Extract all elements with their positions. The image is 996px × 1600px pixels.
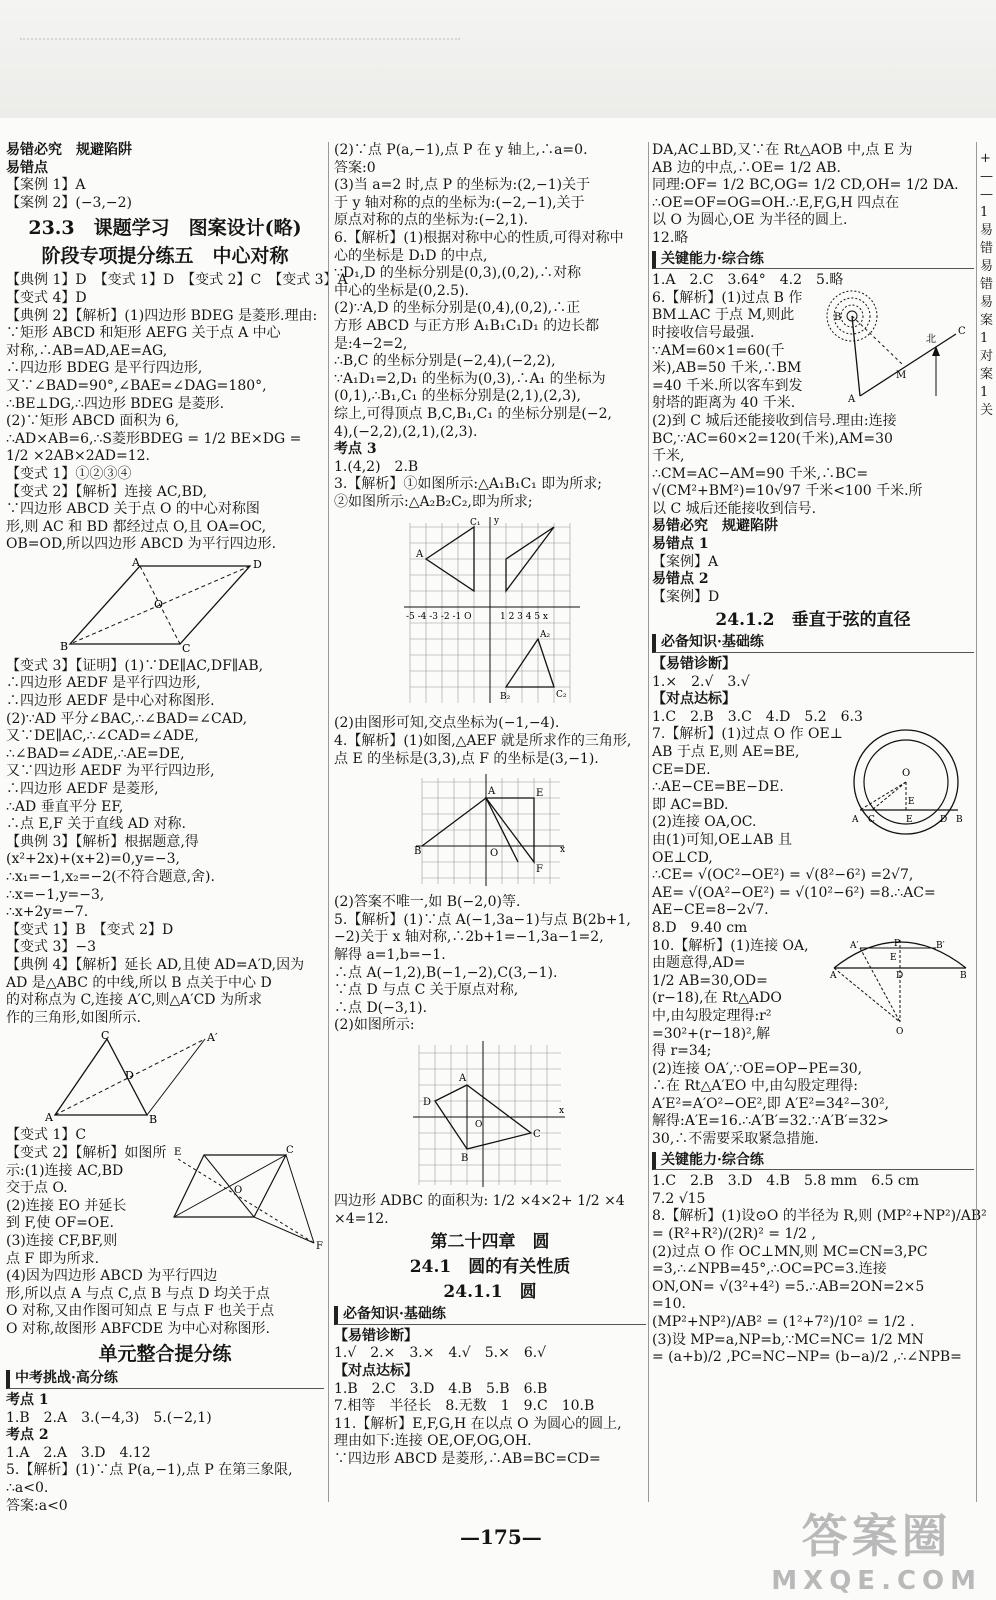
text-line: (2)连接 OA,OC. [652, 814, 757, 831]
subsection-bar: 必备知识·基础练 [334, 1306, 646, 1325]
text-line: (2)∵矩形 ABCD 面积为 6, [6, 413, 180, 430]
text-line: 1.B 2.A 3.(−4,3) 5.(−2,1) [6, 1409, 212, 1426]
text-line: 心的坐标是 D₁D 的中点, [334, 247, 488, 264]
unit-title: 阶段专项提分练五 中心对称 [41, 245, 289, 268]
column-divider [328, 142, 329, 1502]
text-line: 又∵∠BAD=90°,∠BAE=∠DAG=180°, [6, 377, 267, 394]
text-line: 【典例 1】D 【变式 1】D 【变式 2】C 【变式 3】A [6, 272, 348, 289]
text-line: ∴∠BAD=∠ADE,∴AE=DE, [6, 745, 185, 762]
text-line: AE= √(OA²−OE²) = √(10²−6²) =8.∴AC= [652, 884, 936, 901]
text-line: 时接收信号最强. [652, 324, 755, 341]
text-line: 【案例】D [652, 588, 720, 605]
subsection-bar: 关键能力·综合练 [652, 251, 974, 270]
text-line: 3.【解析】①如图所示:△A₁B₁C₁ 即为所求; [334, 476, 602, 493]
text-fragment: — [980, 187, 993, 202]
text-line: ∴四边形 AEDF 是平行四边形, [6, 675, 201, 692]
text-fragment: 易 [980, 295, 994, 310]
text-line: 6.【解析】(1)过点 B 作 [652, 289, 803, 306]
text-line: 1.B 2.C 3.D 4.B 5.B 6.B [334, 1380, 548, 1397]
svg-text:B: B [461, 1153, 469, 1164]
coordinate-grid-adbc [405, 1039, 575, 1189]
text-line: 易错必究 规避陷阱 [652, 518, 778, 535]
text-line: (x²+2x)+(x+2)=0,y=−3, [6, 851, 180, 868]
text-line: 易错点 2 [652, 571, 709, 588]
text-line: (2)答案不唯一,如 B(−2,0)等. [334, 894, 521, 911]
subsection-title: 24.1.1 圆 [443, 1282, 537, 1303]
svg-text:C: C [868, 815, 875, 826]
text-line: =3,∴∠NPB=45°,∴OC=PC=3.连接 [652, 1261, 887, 1278]
text-line: 点 E 的坐标是(3,3),点 F 的坐标是(3,−1). [334, 750, 599, 767]
text-line: ∴点 D(−3,1). [334, 999, 428, 1016]
text-line: ∵点 D 与点 C 关于原点对称, [334, 982, 519, 999]
svg-text:A: A [45, 1111, 53, 1125]
text-line: CE=DE. [652, 761, 711, 778]
review-title: 单元整合提分练 [98, 1343, 232, 1366]
text-line: 【变式 2】【解析】如图所 [6, 1144, 167, 1161]
coordinate-grid-triangles [390, 515, 590, 711]
text-line: 又∵DE∥AC,∴∠CAD=∠ADE, [6, 728, 199, 745]
svg-text:C: C [533, 1129, 541, 1140]
text-line: A′E²=A′O²−OE²,即 A′E²=34²−30², [652, 1095, 890, 1112]
text-line: 【变式 1】C [6, 1127, 87, 1144]
text-line: 【变式 3】−3 [6, 939, 96, 956]
text-line: ∴四边形 AEDF 是菱形, [6, 781, 159, 798]
text-line: 千米, [652, 448, 685, 465]
svg-text:x: x [559, 1106, 565, 1116]
text-line: 易错点 [6, 159, 48, 176]
svg-text:C: C [958, 325, 966, 337]
text-line: ∴x=−1,y=−3, [6, 886, 105, 903]
text-line: 的对称点为 C,连接 A′C,则△A′CD 为所求 [6, 992, 262, 1009]
svg-text:x: x [560, 845, 566, 856]
text-line: O 对称,又由作图可知点 E 与点 F 也关于点 [6, 1303, 275, 1320]
text-line: (3)当 a=2 时,点 P 的坐标为:(2,−1)关于 [334, 177, 591, 194]
text-line: 考点 3 [334, 441, 377, 458]
text-line: ∵A₁D₁=2,D₁ 的坐标为(0,3),∴A₁ 的坐标为 [334, 370, 606, 387]
svg-text:O: O [154, 597, 164, 611]
text-line: 易错点 1 [652, 536, 709, 553]
text-line: ∵AM=60×1=60(千 [652, 342, 785, 359]
column-divider [648, 142, 649, 1502]
svg-text:E: E [890, 952, 897, 963]
text-line: 10.【解析】(1)连接 OA, [652, 937, 809, 954]
svg-text:O: O [475, 1120, 483, 1130]
text-line: BM⊥AC 于点 M,则此 [652, 307, 795, 324]
text-line: (3)连接 CF,BF,则 [6, 1232, 118, 1249]
text-line: 方形 ABCD 与正方形 A₁B₁C₁D₁ 的边长都 [334, 317, 600, 334]
text-line: 考点 2 [6, 1427, 49, 1444]
text-line: 原点对称的点的坐标为:(−2,1). [334, 212, 529, 229]
faded-header-strip [20, 38, 460, 48]
text-line: 1.× 2.√ 3.√ [652, 673, 750, 690]
text-fragment: 易 [980, 259, 994, 274]
svg-text:B: B [834, 311, 842, 323]
svg-text:D: D [940, 815, 948, 826]
subsection-bar: 必备知识·基础练 [652, 634, 974, 653]
svg-text:C: C [101, 1029, 110, 1043]
text-line: 以 O 为圆心,OE 为半径的圆上. [652, 212, 848, 229]
hexagon-figure [174, 1145, 324, 1253]
text-line: 5.【解析】(1)∵点 P(a,−1),点 P 在第三象限, [6, 1462, 293, 1479]
svg-text:C₂: C₂ [556, 690, 567, 701]
text-line: ∴AE−CE=BE−DE. [652, 779, 784, 796]
text-line: 以 C 城后还能接收到信号. [652, 500, 817, 517]
svg-text:A: A [848, 393, 856, 405]
text-line: ∴在 Rt△A′EO 中,由勾股定理得: [652, 1078, 858, 1095]
column-3 [652, 142, 987, 1502]
chapter-title: 第二十四章 圆 [430, 1232, 550, 1253]
svg-text:C: C [182, 641, 191, 655]
text-line: 【典例 2】【解析】(1)四边形 BDEG 是菱形.理由: [6, 307, 318, 324]
text-line: 于 y 轴对称的点的坐标为:(−2,−1),关于 [334, 194, 585, 211]
text-line: ∵四边形 ABCD 关于点 O 的中心对称图 [6, 501, 260, 518]
text-line: 对称,∴AB=AD,AE=AG, [6, 342, 168, 359]
text-line: 1.A 2.A 3.D 4.12 [6, 1444, 151, 1461]
text-line: 是:4−2=2, [334, 335, 408, 352]
text-line: 【案例 2】(−3,−2) [6, 194, 133, 211]
text-line: √(CM²+BM²)=10√97 千米<100 千米.所 [652, 483, 923, 500]
text-line: 11.【解析】E,F,G,H 在以点 O 为圆心的圆上, [334, 1415, 622, 1432]
text-line: 1.A 2.C 3.64° 4.2 5.略 [652, 272, 844, 289]
text-line: 作的三角形,如图所示. [6, 1009, 141, 1026]
text-line: ∴点 A(−1,2),B(−1,−2),C(3,−1). [334, 964, 558, 981]
text-line: 4.【解析】(1)如图,△AEF 就是所求作的三角形, [334, 733, 632, 750]
text-line: 由题意得,AD= [652, 955, 746, 972]
text-line: 1/2 ×2AB×2AD=12. [6, 448, 150, 465]
text-line: 【典例 3】【解析】根据题意,得 [6, 833, 199, 850]
text-line: 得 r=34; [652, 1043, 712, 1060]
text-line: (3)设 MP=a,NP=b,∵MC=NC= 1/2 MN [652, 1331, 924, 1348]
text-line: = (a+b)/2 ,PC=NC−NP= (b−a)/2 ,∴∠NPB= [652, 1349, 962, 1366]
text-line: = (R²+R²)/(2R)² = 1/2 , [652, 1226, 816, 1243]
text-line: OE⊥CD, [652, 849, 713, 866]
text-line: ∴四边形 BDEG 是平行四边形, [6, 360, 203, 377]
section-title: 24.1.2 垂直于弦的直径 [715, 610, 911, 631]
svg-text:O: O [234, 1184, 243, 1196]
svg-text:B: B [60, 639, 69, 653]
svg-text:1 2 3 4 5 x: 1 2 3 4 5 x [500, 612, 549, 623]
text-line: 【案例】A [652, 553, 719, 570]
subsection-bar: 关键能力·综合练 [652, 1152, 974, 1171]
text-line: (2)如图所示: [334, 1017, 415, 1034]
heading-error-check: 易错必究 规避陷阱 [6, 142, 132, 158]
text-line: 又∵四边形 AEDF 为平行四边形, [6, 763, 215, 780]
text-line: ∴CE= √(OC²−OE²) = √(8²−6²) =2√7, [652, 867, 914, 884]
text-line: 8.【解析】(1)设⊙O 的半径为 R,则 (MP²+NP²)/AB² [652, 1208, 987, 1225]
text-line: OB=OD,所以四边形 ABCD 为平行四边形. [6, 536, 277, 553]
text-line: 【变式 1】①②③④ [6, 465, 132, 482]
text-line: 12.略 [652, 229, 689, 246]
text-line: O 对称,故图形 ABFCDE 为中心对称图形. [6, 1320, 270, 1337]
text-line: 1.C 2.B 3.D 4.B 5.8 mm 6.5 cm [652, 1173, 920, 1190]
text-line: (MP²+NP²)/AB² = (1²+7²)/10² = 1/2 . [652, 1314, 915, 1330]
text-line: 8.D 9.40 cm [652, 919, 748, 936]
text-line: (2)连接 OA′,∵OE=OP−PE=30, [652, 1060, 863, 1077]
text-line: (0,1),∴B₁,C₁ 的坐标分别是(2,1),(2,3), [334, 388, 581, 405]
svg-text:D: D [423, 1097, 432, 1108]
arch-bridge-figure [830, 938, 970, 1038]
text-line: 4),(−2,2),(2,1),(2,3). [334, 423, 478, 440]
text-fragment: 易 [980, 223, 994, 238]
text-line: −2)关于 x 轴对称,∴2b+1=−1,3a−1=2, [334, 929, 604, 946]
text-line: 6.【解析】(1)根据对称中心的性质,可得对称中 [334, 229, 624, 246]
text-line: 【易错诊断】 [652, 656, 736, 673]
text-line: 同理:OF= 1/2 BC,OG= 1/2 CD,OH= 1/2 DA. [652, 177, 959, 194]
text-line: 5.【解析】(1)∵点 A(−1,3a−1)与点 B(2b+1, [334, 911, 631, 928]
watermark-text: 答案圈 [801, 1509, 952, 1563]
text-line: 答案:0 [334, 159, 376, 176]
svg-text:B: B [956, 815, 963, 826]
text-line: 1.C 2.B 3.C 4.D 5.2 6.3 [652, 708, 863, 725]
text-line: =30²+(r−18)²,解 [652, 1025, 771, 1042]
page-number: —175— [460, 1525, 542, 1549]
text-line: ∴AD 垂直平分 EF, [6, 798, 124, 815]
text-line: 【易错诊断】 [334, 1327, 418, 1344]
text-fragment: — [980, 169, 993, 184]
text-line: 米),AB=50 千米,∴BM [652, 360, 802, 377]
text-line: ∴a<0. [6, 1480, 49, 1497]
svg-text:A: A [459, 1073, 467, 1084]
text-fragment: 1 [980, 205, 989, 220]
svg-text:E: E [536, 788, 544, 800]
subsection-bar: 中考挑战·高分练 [6, 1370, 324, 1389]
watermark-domain: MXQE.COM [771, 1566, 982, 1596]
column-1 [6, 142, 348, 1514]
text-line: 【典例 4】【解析】延长 AD,且使 AD=A′D,因为 [6, 956, 305, 973]
text-line: ∴BE⊥DG,∴四边形 BDEG 是菱形. [6, 395, 225, 412]
text-line: BC,∵AC=60×2=120(千米),AM=30 [652, 430, 893, 447]
svg-text:-5 -4 -3 -2 -1 O: -5 -4 -3 -2 -1 O [406, 612, 472, 623]
section-title: 24.1 圆的有关性质 [409, 1257, 571, 1278]
text-line: 点 F 即为所求. [6, 1250, 100, 1267]
text-line: AE−CE=8−2√7. [652, 902, 769, 919]
concentric-circles-figure [846, 726, 970, 838]
text-fragment: 1 [980, 331, 989, 346]
svg-text:A′: A′ [850, 940, 859, 951]
text-line: 考点 1 [6, 1392, 49, 1409]
text-line: 综上,可得顶点 B,C,B₁,C₁ 的坐标分别是(−2, [334, 405, 612, 422]
text-line: 中,由勾股定理得:r² [652, 1007, 772, 1024]
svg-text:B′: B′ [936, 940, 945, 951]
svg-text:M: M [896, 369, 907, 381]
text-line: (2)∵AD 平分∠BAC,∴∠BAD=∠CAD, [6, 710, 248, 727]
svg-text:C: C [286, 1144, 294, 1156]
svg-text:F: F [316, 1240, 323, 1252]
svg-text:E: E [908, 797, 915, 808]
text-line: ∴OE=OF=OG=OH.∴E,F,G,H 四点在 [652, 194, 900, 211]
text-line: 1.√ 2.× 3.× 4.√ 5.× 6.√ [334, 1345, 547, 1362]
triangle-figure [35, 1029, 295, 1127]
text-line: 【案例 1】A [6, 177, 86, 194]
svg-text:A: A [830, 970, 837, 981]
svg-text:D: D [125, 1069, 134, 1083]
text-line: 【变式 3】【证明】(1)∵DE∥AC,DF∥AB, [6, 657, 264, 674]
text-line: (2)连接 EO 并延长 [6, 1197, 127, 1214]
svg-text:D: D [253, 557, 262, 571]
text-line: ∴四边形 AEDF 是中心对称图形. [6, 693, 215, 710]
text-line: 7.相等 半径长 8.无数 1 9.C 10.B [334, 1398, 595, 1415]
text-line: (2)由图形可知,交点坐标为(−1,−4). [334, 715, 560, 732]
parallelogram-figure [40, 555, 290, 655]
text-line: AB 边的中点,∴OE= 1/2 AB. [652, 159, 842, 176]
text-line: 【变式 1】B 【变式 2】D [6, 921, 174, 938]
text-fragment: 错 [980, 241, 994, 256]
text-fragment: 关 [980, 403, 994, 418]
text-line: 1/2 AB=30,OD= [652, 972, 768, 989]
text-line: 【对点达标】 [334, 1362, 418, 1379]
text-line: ∴AD×AB=6,∴S菱形BDEG = 1/2 BE×DG = [6, 430, 302, 447]
text-fragment: + [980, 151, 991, 166]
text-line: 形,则 AC 和 BD 都经过点 O,且 OA=OC, [6, 518, 267, 535]
text-line: ON,ON= √(3²+4²) =5.∴AB=2ON=2×5 [652, 1278, 925, 1295]
text-line: 解得:A′E=16.∴A′B′=32.∵A′B′=32> [652, 1113, 889, 1130]
text-line: (2)到 C 城后还能接收到信号.理由:连接 [652, 412, 897, 429]
column-2 [334, 142, 646, 1502]
text-line: 交于点 O. [6, 1180, 68, 1197]
svg-text:E: E [906, 815, 913, 826]
svg-text:A′: A′ [207, 1031, 218, 1045]
svg-text:B: B [960, 970, 967, 981]
text-line: 答案:a<0 [6, 1497, 68, 1514]
svg-text:O: O [490, 848, 499, 860]
svg-text:O: O [902, 768, 911, 780]
text-line: 射塔的距离为 40 千米. [652, 395, 796, 412]
text-line: AD 是△ABC 的中线,所以 B 点关于中心 D [6, 974, 272, 991]
text-line: ∴B,C 的坐标分别是(−2,4),(−2,2), [334, 353, 556, 370]
text-fragment: 案 [980, 313, 994, 328]
text-line: (2)∵A,D 的坐标分别是(0,4),(0,2),∴正 [334, 300, 581, 317]
svg-text:y: y [494, 516, 500, 527]
svg-text:A: A [488, 786, 496, 798]
text-line: 示:(1)连接 AC,BD [6, 1162, 124, 1179]
svg-text:A₂: A₂ [540, 630, 551, 641]
text-line: ∵D₁,D 的坐标分别是(0,3),(0,2),∴对称 [334, 265, 582, 282]
text-line: ∴x+2y=−7. [6, 904, 89, 921]
text-line: 30,∴不需要采取紧急措施. [652, 1131, 819, 1148]
svg-text:B: B [414, 846, 422, 858]
text-line: 中心的坐标是(0,2.5). [334, 282, 469, 299]
text-fragment: 1 [980, 385, 989, 400]
text-line: (4)因为四边形 ABCD 为平行四边 [6, 1268, 218, 1285]
text-line: 7.2 √15 [652, 1190, 706, 1207]
text-line: 【变式 4】D [6, 289, 87, 306]
text-fragment: 案 [980, 367, 994, 382]
text-line: =40 千米.所以客车到发 [652, 377, 803, 394]
text-line: ②如图所示:△A₂B₂C₂,即为所求; [334, 493, 533, 510]
text-line: 1.(4,2) 2.B [334, 458, 419, 475]
text-line: (2)过点 O 作 OC⊥MN,则 MC=CN=3,PC [652, 1243, 928, 1260]
text-line: DA,AC⊥BD,又∵在 Rt△AOB 中,点 E 为 [652, 142, 913, 158]
text-line: 7.【解析】(1)过点 O 作 OE⊥ [652, 726, 843, 743]
text-line: 形,所以点 A 与点 C,点 B 与点 D 均关于点 [6, 1285, 270, 1302]
section-title: 23.3 课题学习 图案设计(略) [28, 217, 302, 240]
signal-tower-figure [830, 286, 970, 406]
text-fragment: 对 [980, 349, 994, 364]
svg-text:北: 北 [926, 333, 936, 345]
text-line: ∵四边形 ABCD 是菱形,∴AB=BC=CD= [334, 1450, 601, 1467]
text-line: ×4=12. [334, 1210, 389, 1227]
page-top-band [0, 0, 996, 118]
text-fragment: 错 [980, 277, 994, 292]
text-line: ∴CM=AC−AM=90 千米,∴BC= [652, 465, 869, 482]
text-line: 【对点达标】 [652, 691, 736, 708]
svg-text:E: E [174, 1146, 182, 1158]
text-line: (r−18),在 Rt△ADO [652, 990, 782, 1007]
text-line: =10. [652, 1296, 686, 1313]
text-line: 到 F,使 OF=OE. [6, 1215, 114, 1232]
watermark-logo [771, 1500, 982, 1596]
svg-text:O: O [896, 1026, 904, 1037]
svg-text:F: F [536, 864, 543, 876]
svg-text:B₂: B₂ [500, 692, 511, 703]
svg-text:P: P [894, 938, 901, 949]
text-line: 即 AC=BD. [652, 796, 729, 813]
text-line: 四边形 ADBC 的面积为: 1/2 ×4×2+ 1/2 ×4 [334, 1193, 625, 1209]
svg-text:D: D [896, 970, 904, 981]
coordinate-grid-aef [410, 772, 570, 890]
text-line: 由(1)可知,OE⊥AB 且 [652, 831, 792, 848]
svg-text:C₁: C₁ [470, 518, 481, 529]
text-line: ∴点 E,F 关于直线 AD 对称. [6, 816, 186, 833]
text-line: 理由如下:连接 OE,OF,OG,OH. [334, 1433, 532, 1450]
svg-text:B: B [149, 1113, 158, 1127]
text-line: AB 于点 E,则 AE=BE, [652, 744, 800, 760]
svg-text:A: A [132, 555, 140, 569]
text-line: ∴x₁=−1,x₂=−2(不符合题意,舍). [6, 869, 215, 885]
text-line: 解得 a=1,b=−1. [334, 947, 446, 964]
column-4-clipped [980, 150, 996, 1450]
svg-text:A: A [416, 549, 424, 561]
text-line: 【变式 2】【解析】连接 AC,BD, [6, 483, 208, 500]
text-line: ∵矩形 ABCD 和矩形 AEFG 关于点 A 中心 [6, 325, 281, 342]
svg-text:A: A [852, 815, 859, 826]
column-divider [976, 142, 977, 1502]
text-line: (2)∵点 P(a,−1),点 P 在 y 轴上,∴a=0. [334, 142, 588, 158]
